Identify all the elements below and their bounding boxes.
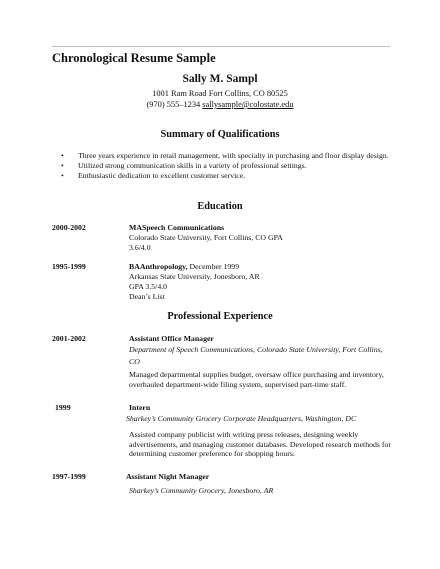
degree-abbrev: BA (129, 262, 140, 271)
job-organization: Sharkey’s Community Grocery Corporate Headquarters, Washington, DC (126, 414, 357, 423)
job-title: Intern (129, 403, 151, 412)
summary-heading: Summary of Qualifications (160, 129, 280, 140)
header-rule (52, 46, 390, 47)
education-degree (129, 223, 224, 233)
summary-item: • Enthusiastic dedication to excellent customer service. (56, 171, 401, 181)
education-heading: Education (197, 201, 243, 212)
address-line: 1001 Ram Road Fort Collins, CO 80525 (152, 89, 288, 98)
email-link[interactable]: sallysample@colostate.edu (202, 100, 294, 109)
contact-line (0, 100, 440, 109)
job-dates: 1997-1999 (52, 472, 86, 481)
job-description: Managed departmental supplies budget, oversaw office purchasing and inventory, overhauled department-wide filing system, supervised part-time staff. (129, 370, 384, 389)
job-organization: Sharkey’s Community Grocery, Jonesboro, AR (129, 486, 274, 495)
job-title: Assistant Night Manager (126, 472, 210, 481)
summary-item: • Three years experience in retail management, with specialty in purchasing and floor display design. (56, 151, 401, 161)
education-dates: 2000-2002 (52, 223, 86, 232)
job-title: Assistant Office Manager (129, 334, 214, 343)
degree-field: Speech Communications (142, 223, 225, 232)
job-description: Assisted company publicist with writing press releases, designing weekly advertisements, and managing customer databases. Developed research methods for determining customer preference for shopping hours. (129, 430, 391, 459)
summary-item: • Utilized strong communication skills in a variety of professional settings. (56, 161, 401, 171)
job-organization: Department of Speech Communications, Colorado State University, Fort Collins, (129, 345, 383, 354)
experience-heading: Professional Experience (167, 311, 273, 322)
education-school: Colorado State University, Fort Collins, CO GPA (129, 233, 283, 242)
document-title: Chronological Resume Sample (52, 51, 216, 65)
summary-list (56, 151, 401, 182)
phone-number: (970) 555–1234 (146, 100, 201, 109)
degree-field: Anthropology, (139, 262, 188, 271)
job-dates: 2001-2002 (52, 334, 86, 343)
degree-date: December 1999 (187, 262, 240, 271)
education-gpa: 3.6/4.0 (129, 243, 151, 252)
education-school: Arkansas State University, Jonesboro, AR (129, 272, 260, 281)
education-degree (129, 262, 239, 272)
education-gpa: GPA 3.5/4.0 (129, 282, 168, 291)
candidate-name: Sally M. Sampl (182, 73, 258, 85)
degree-abbrev: MA (129, 223, 142, 232)
job-organization-cont: CO (129, 357, 140, 366)
education-honor: Dean’s List (129, 292, 165, 301)
education-dates: 1995-1999 (52, 262, 86, 271)
job-dates: 1999 (55, 403, 71, 412)
